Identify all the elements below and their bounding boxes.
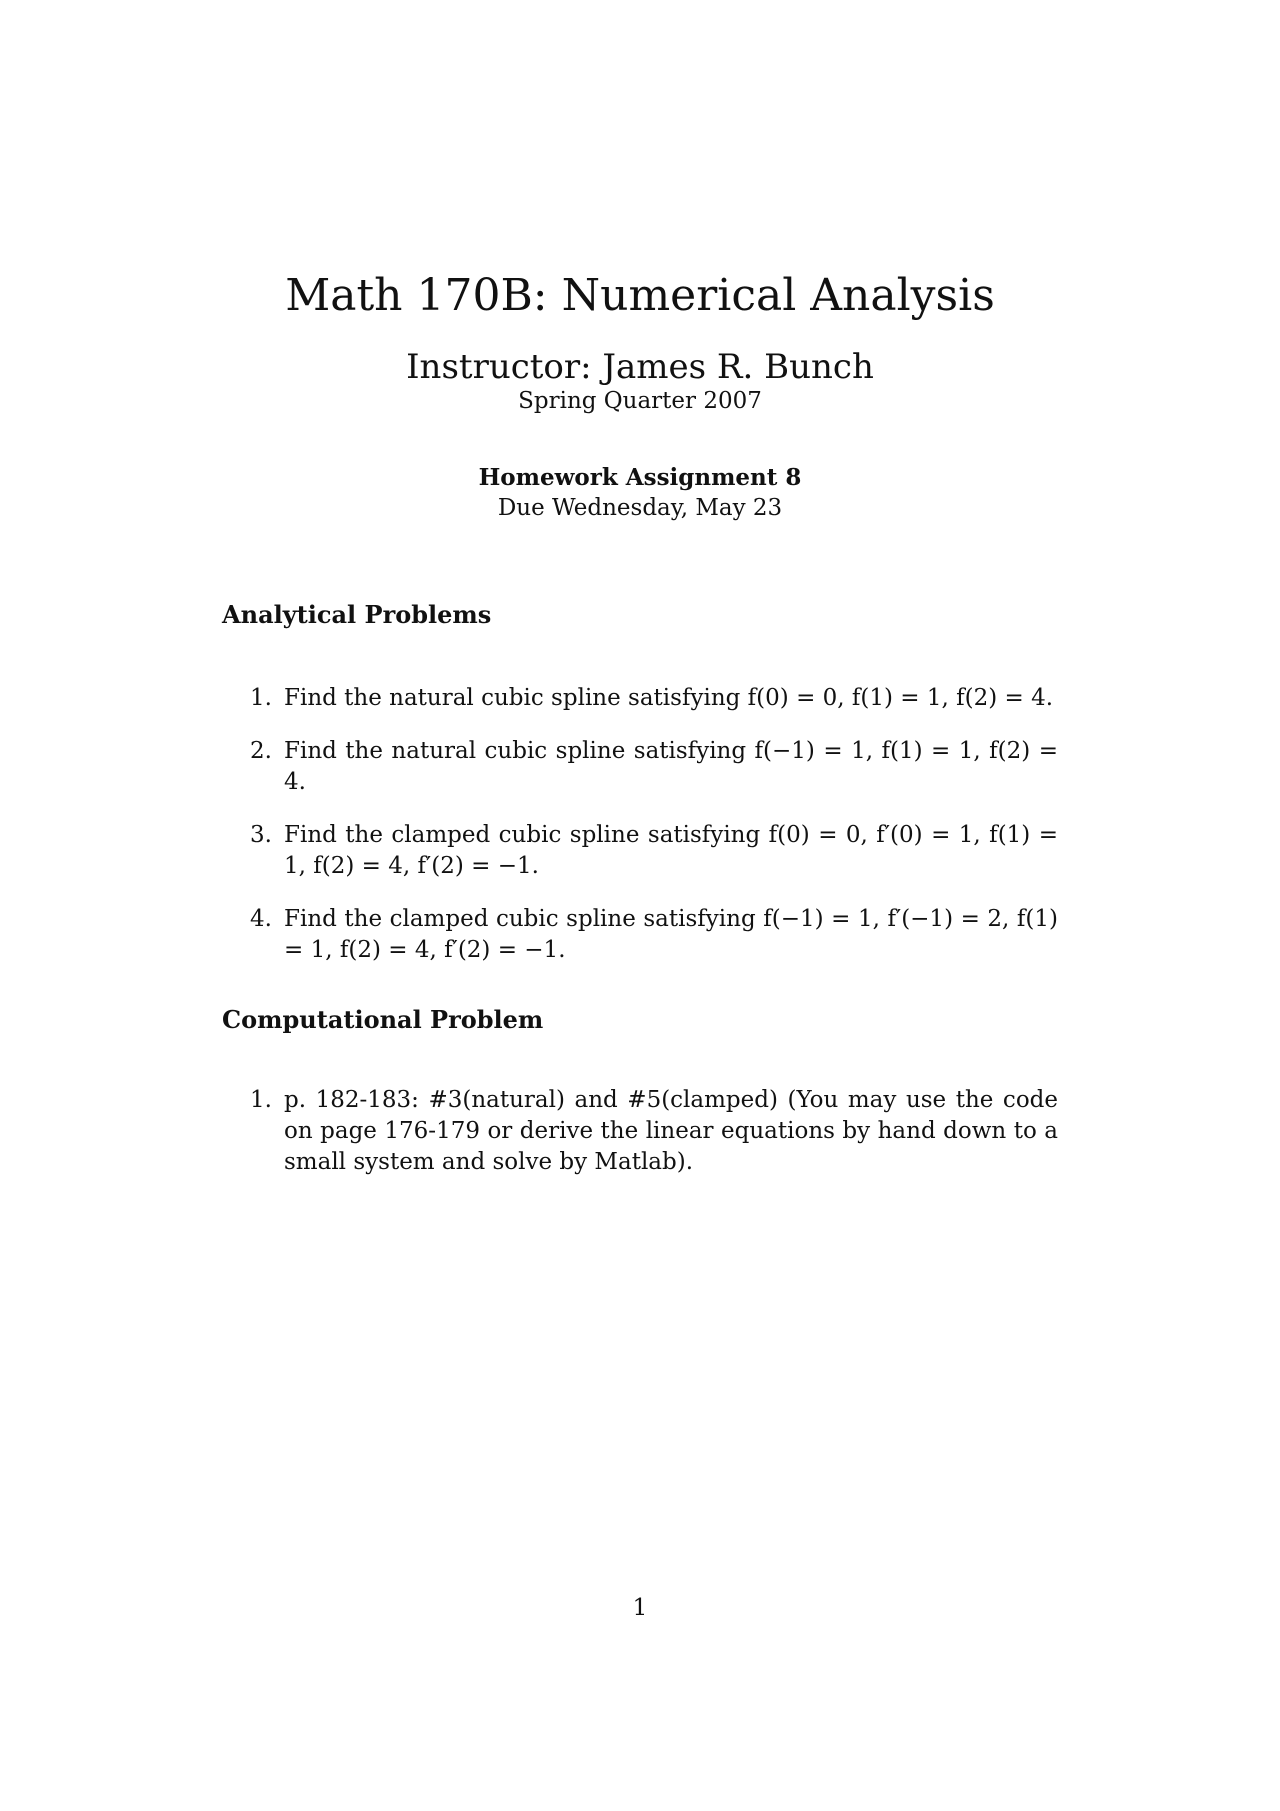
analytical-problems-heading: Analytical Problems [222, 600, 492, 629]
analytical-problem-3 [250, 820, 1058, 882]
problem-text: p. 182-183: #3(natural) and #5(clamped) (You may use the code on page 176-179 or derive the linear equations by hand down to a small system and solve by Matlab). [284, 1087, 1058, 1175]
problem-number: 2. [250, 738, 272, 764]
problem-number: 1. [250, 685, 272, 711]
page-number: 1 [632, 1595, 648, 1621]
analytical-problem-1 [250, 683, 1058, 714]
analytical-problem-4 [250, 904, 1058, 966]
course-title: Math 170B: Numerical Analysis [285, 270, 995, 321]
problem-number: 1. [250, 1087, 272, 1113]
analytical-problem-2 [250, 736, 1058, 798]
computational-problem-heading: Computational Problem [222, 1005, 544, 1034]
assignment-title: Homework Assignment 8 [478, 464, 802, 491]
computational-problem-list [250, 1085, 1058, 1200]
problem-text: Find the clamped cubic spline satisfying f(−1) = 1, f′(−1) = 2, f(1) = 1, f(2) = 4, f′(2) = −1. [284, 906, 1058, 963]
problem-text: Find the natural cubic spline satisfying f(−1) = 1, f(1) = 1, f(2) = 4. [284, 738, 1058, 795]
due-date: Due Wednesday, May 23 [497, 495, 783, 521]
problem-number: 4. [250, 906, 272, 932]
problem-text: Find the natural cubic spline satisfying f(0) = 0, f(1) = 1, f(2) = 4. [284, 685, 1054, 711]
analytical-problem-list [250, 683, 1058, 988]
problem-number: 3. [250, 822, 272, 848]
computational-problem-1 [250, 1085, 1058, 1178]
term-line: Spring Quarter 2007 [518, 388, 762, 414]
instructor-line: Instructor: James R. Bunch [406, 347, 874, 387]
problem-text: Find the clamped cubic spline satisfying f(0) = 0, f′(0) = 1, f(1) = 1, f(2) = 4, f′(2) = −1. [284, 822, 1058, 879]
